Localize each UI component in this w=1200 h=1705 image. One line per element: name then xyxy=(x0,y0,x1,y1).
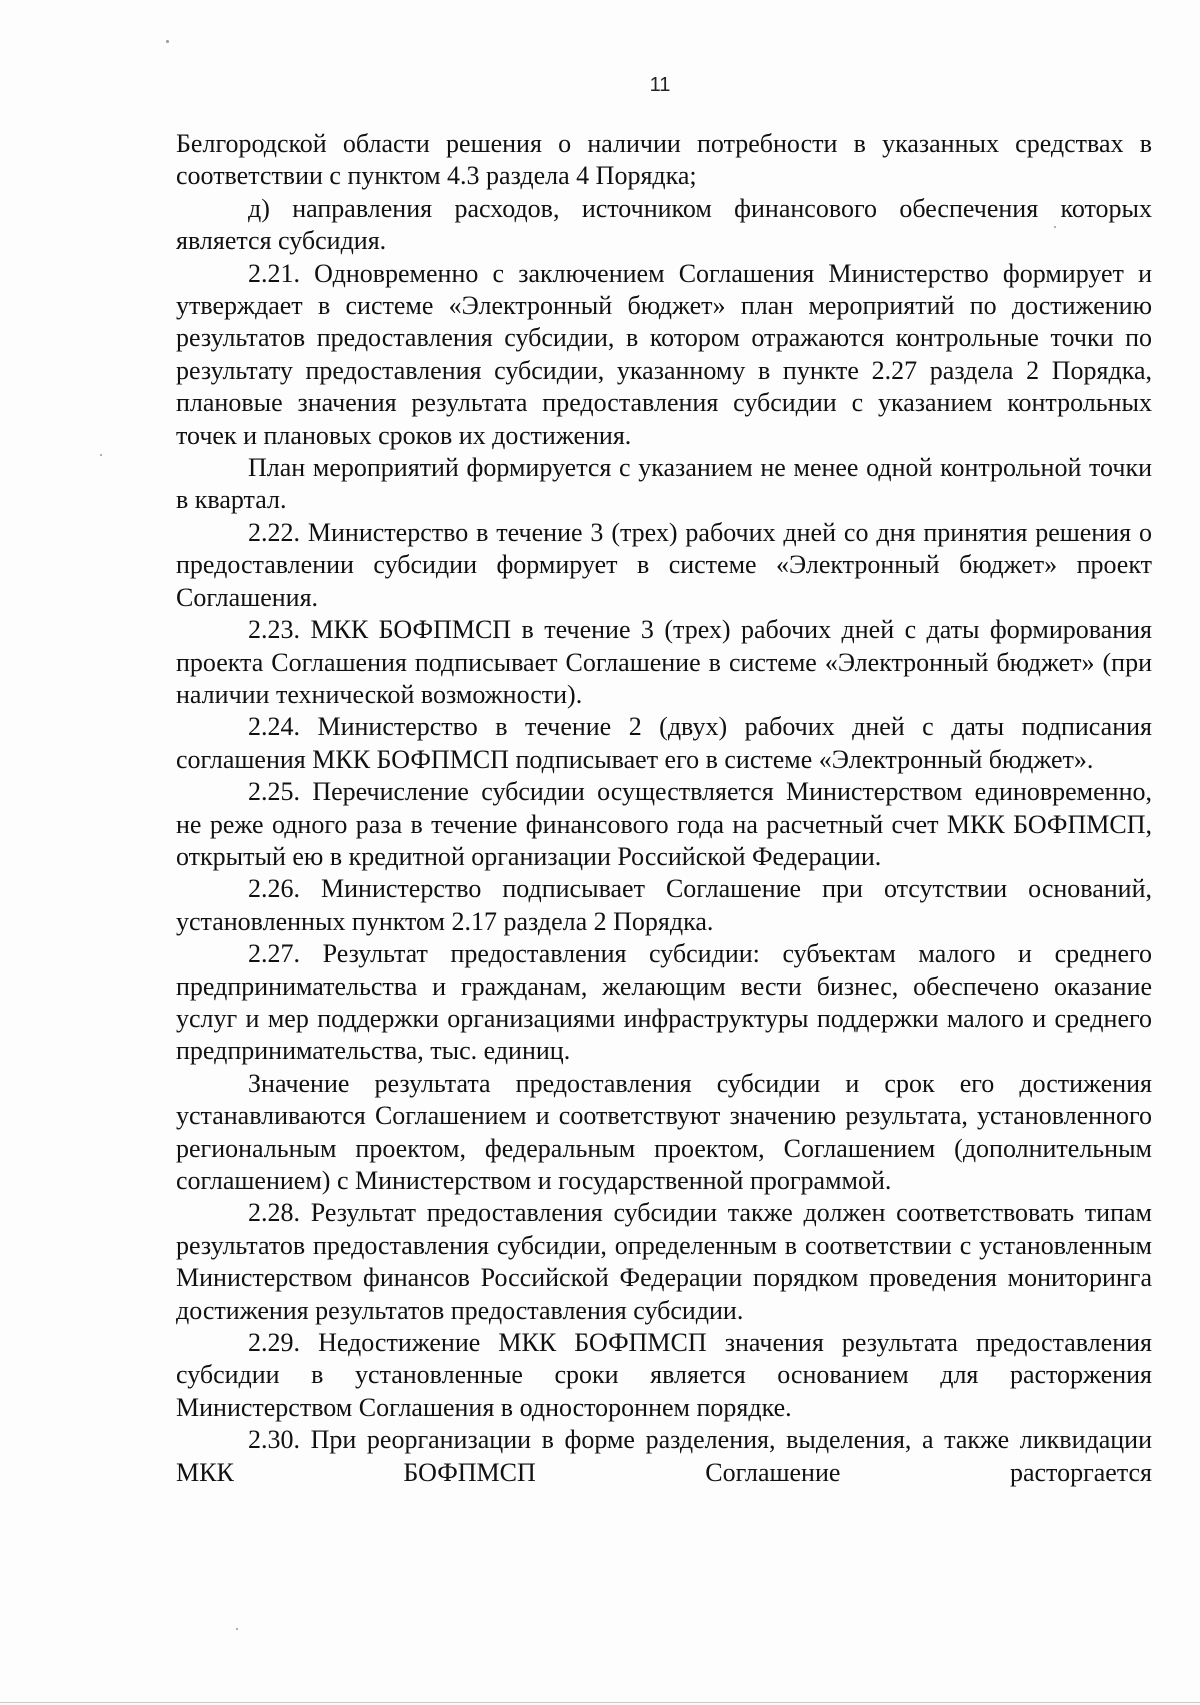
paragraph-9: 2.26. Министерство подписывает Соглашение при отсутствии оснований, установленных пунктом 2.17 раздела 2 Порядка. xyxy=(176,874,1152,936)
paragraph-4: План мероприятий формируется с указанием не менее одной контрольной точки в квартал. xyxy=(176,453,1152,515)
paragraph-12: 2.28. Результат предоставления субсидии также должен соответствовать типам результатов предоставления субсидии, определенным в соответствии с установленным Министерством финансов Российской Федерации порядком проведения мониторинга достижения результатов предоставления субсидии. xyxy=(176,1198,1152,1325)
paragraph-7: 2.24. Министерство в течение 2 (двух) рабочих дней с даты подписания соглашения МКК БОФПМСП подписывает его в системе «Электронный бюджет». xyxy=(176,712,1152,774)
scan-edge-line xyxy=(0,1702,1200,1703)
paragraph-10: 2.27. Результат предоставления субсидии: субъектам малого и среднего предпринимательства и гражданам, желающим вести бизнес, обеспечено оказание услуг и мер поддержки организациями инфраструктуры поддержки малого и среднего предпринимательства, тыс. единиц. xyxy=(176,939,1152,1066)
paragraph-5: 2.22. Министерство в течение 3 (трех) рабочих дней со дня принятия решения о предоставлении субсидии формирует в системе «Электронный бюджет» проект Соглашения. xyxy=(176,517,1152,612)
document-body xyxy=(176,128,1152,1489)
paragraph-2: д) направления расходов, источником финансового обеспечения которых является субсидия. xyxy=(176,193,1152,256)
paragraph-6: 2.23. МКК БОФПМСП в течение 3 (трех) рабочих дней с даты формирования проекта Соглашения подписывает Соглашение в системе «Электронный бюджет» (при наличии технической возможности). xyxy=(176,615,1152,709)
paragraph-3: 2.21. Одновременно с заключением Соглашения Министерство формирует и утверждает в системе «Электронный бюджет» план мероприятий по достижению результатов предоставления субсидии, в котором отражаются контрольные точки по результату предоставления субсидии, указанному в пункте 2.27 раздела 2 Порядка, плановые значения результата предоставления субсидии с указанием контрольных точек и плановых сроков их достижения. xyxy=(176,258,1152,450)
scan-speck xyxy=(100,454,102,456)
scan-speck xyxy=(236,1628,238,1630)
scan-speck xyxy=(166,40,169,43)
paragraph-11: Значение результата предоставления субсидии и срок его достижения устанавливаются Соглашением и соответствуют значению результата, установленного региональным проектом, федеральным проектом, Соглашением (дополнительным соглашением) с Министерством и государственной программой. xyxy=(176,1068,1152,1195)
page-number: 11 xyxy=(649,74,671,96)
paragraph-8: 2.25. Перечисление субсидии осуществляется Министерством единовременно, не реже одного раза в течение финансового года на расчетный счет МКК БОФПМСП, открытый ею в кредитной организации Российской Федерации. xyxy=(176,777,1152,871)
paragraph-14: 2.30. При реорганизации в форме разделения, выделения, а также ликвидации МКК БОФПМСП Соглашение расторгается xyxy=(176,1425,1152,1487)
paragraph-1: Белгородской области решения о наличии потребности в указанных средствах в соответствии с пунктом 4.3 раздела 4 Порядка; xyxy=(176,129,1152,191)
paragraph-13: 2.29. Недостижение МКК БОФПМСП значения результата предоставления субсидии в установленные сроки является основанием для расторжения Министерством Соглашения в одностороннем порядке. xyxy=(176,1328,1152,1422)
scan-speck xyxy=(1054,226,1056,228)
